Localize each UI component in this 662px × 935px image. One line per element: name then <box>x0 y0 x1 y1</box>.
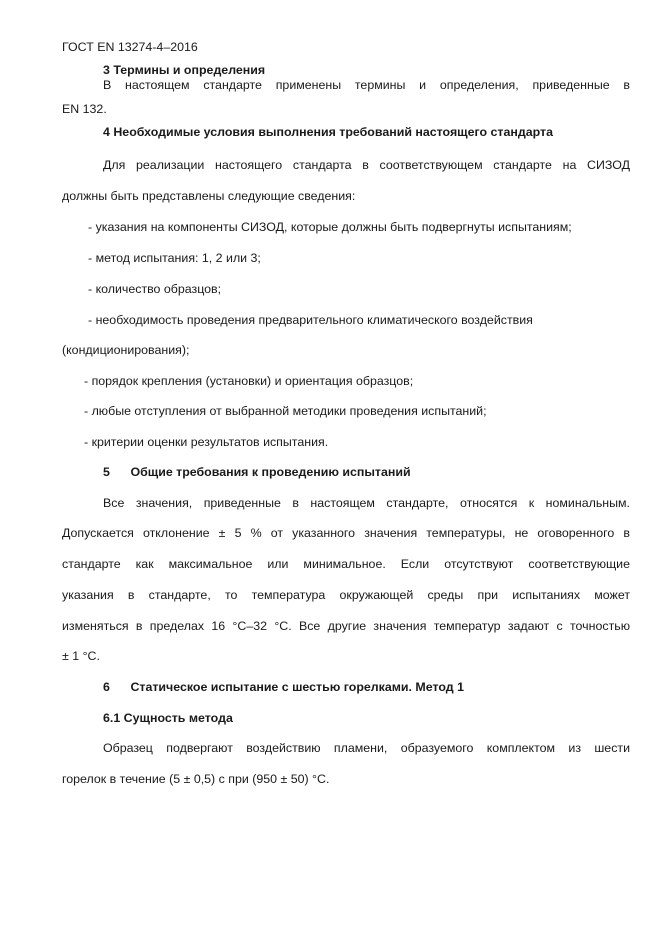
section-4-intro-line: Для реализации настоящего стандарта в соответствующем стандарте на СИЗОД <box>103 158 630 172</box>
section-6-text-line: горелок в течение (5 ± 0,5) с при (950 ± 50) °С. <box>62 772 330 786</box>
list-item: - критерии оценки результатов испытания. <box>84 435 329 449</box>
section-3-text-line: EN 132. <box>62 102 107 116</box>
document-header: ГОСТ EN 13274-4–2016 <box>62 40 198 54</box>
section-5-text-line: Допускается отклонение ± 5 % от указанного значения температуры, не оговоренного в <box>62 526 630 540</box>
section-title: Общие требования к проведению испытаний <box>130 465 411 479</box>
section-4-intro-line: должны быть представлены следующие сведения: <box>62 189 356 203</box>
list-item: - количество образцов; <box>88 282 222 296</box>
list-item: - метод испытания: 1, 2 или 3; <box>88 251 261 265</box>
subsection-6-1-heading: 6.1 Сущность метода <box>103 711 233 725</box>
section-5-text-line: изменяться в пределах 16 °С–32 °С. Все другие значения температур задают с точностью <box>62 619 630 633</box>
section-5-text-line: ± 1 °С. <box>62 649 100 663</box>
section-5-heading <box>103 464 411 480</box>
list-item: - необходимость проведения предварительного климатического воздействия <box>88 313 533 327</box>
section-number: 6 <box>103 680 110 694</box>
list-item: (кондиционирования); <box>62 343 190 357</box>
section-number: 4 <box>103 125 110 139</box>
list-item: - любые отступления от выбранной методики проведения испытаний; <box>84 404 487 418</box>
section-6-heading <box>103 679 464 695</box>
list-item: - указания на компоненты СИЗОД, которые должны быть подвергнуты испытаниям; <box>88 220 572 234</box>
section-6-text-line: Образец подвергают воздействию пламени, образуемого комплектом из шести <box>103 741 630 755</box>
list-item: - порядок крепления (установки) и ориентация образцов; <box>84 374 414 388</box>
section-5-text-line: стандарте как максимальное или минимальное. Если отсутствуют соответствующие <box>62 557 630 571</box>
section-5-text-line: Все значения, приведенные в настоящем стандарте, относятся к номинальным. <box>103 496 630 510</box>
section-title: Необходимые условия выполнения требований настоящего стандарта <box>113 125 553 139</box>
section-5-text-line: указания в стандарте, то температура окружающей среды при испытаниях может <box>62 588 630 602</box>
section-title: Статическое испытание с шестью горелками. Метод 1 <box>130 680 464 694</box>
section-3-heading: 3 Термины и определения <box>103 63 266 77</box>
section-4-heading <box>103 124 553 140</box>
section-number: 5 <box>103 465 110 479</box>
section-3-text-line: В настоящем стандарте применены термины и определения, приведенные в <box>103 78 630 92</box>
